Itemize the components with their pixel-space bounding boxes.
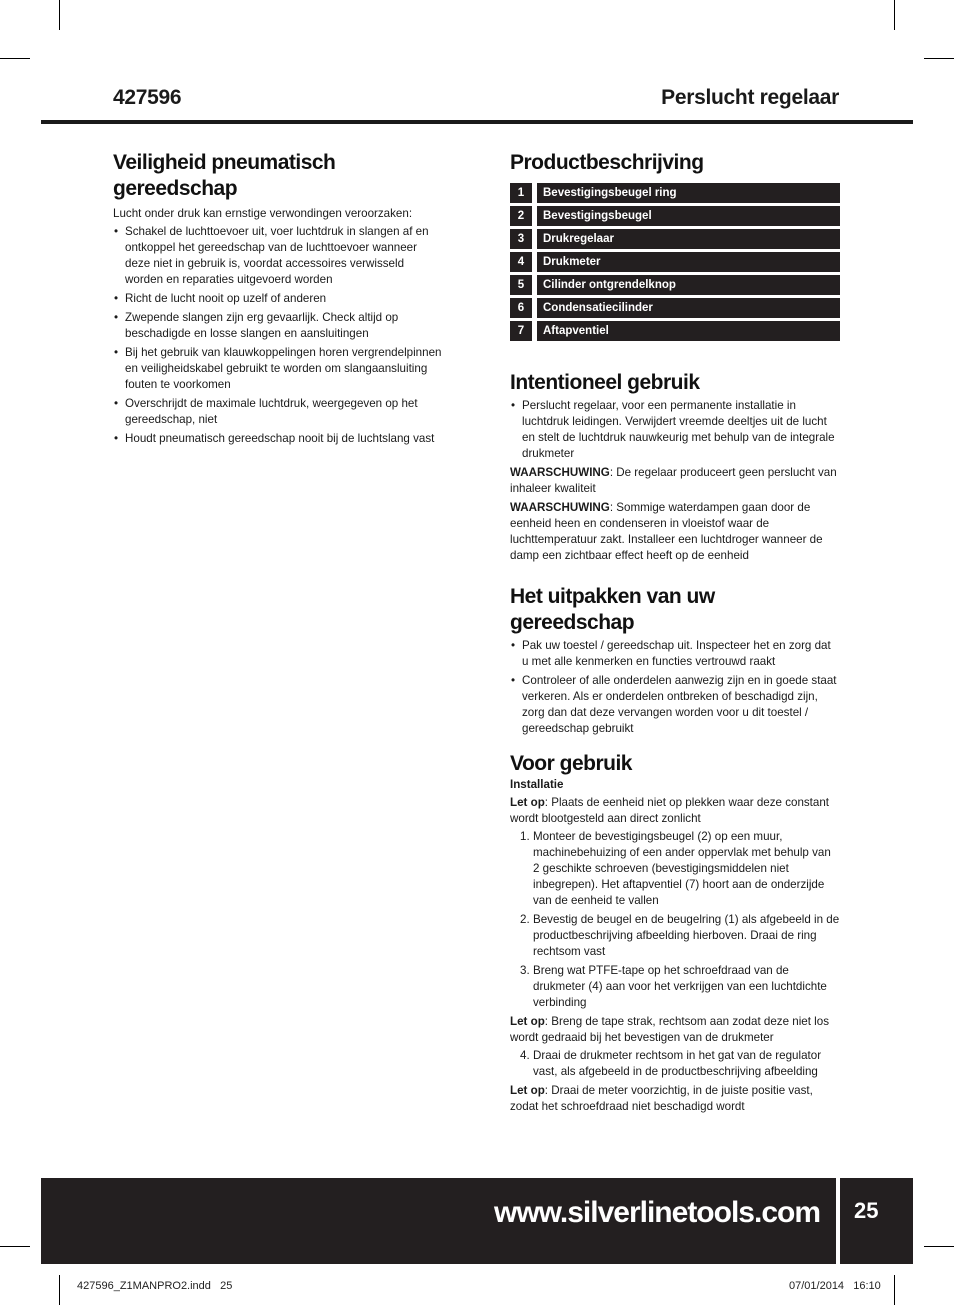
safety-heading-line1: Veiligheid pneumatisch bbox=[113, 151, 336, 174]
note-label: Let op bbox=[510, 796, 545, 809]
part-number: 4 bbox=[510, 252, 532, 272]
crop-mark bbox=[0, 1246, 30, 1247]
table-row bbox=[510, 183, 840, 203]
unpack-heading-line1: Het uitpakken van uw bbox=[510, 585, 715, 608]
safety-heading-line2: gereedschap bbox=[113, 177, 238, 200]
note-label: Let op bbox=[510, 1084, 545, 1097]
slug-filename: 427596_Z1MANPRO2.indd 25 bbox=[77, 1280, 233, 1292]
crop-mark bbox=[59, 1275, 60, 1305]
crop-mark bbox=[894, 0, 895, 30]
table-row bbox=[510, 252, 840, 272]
note-1 bbox=[510, 795, 840, 827]
warning-1 bbox=[510, 465, 840, 497]
list-item bbox=[510, 912, 840, 960]
part-label: Bevestigingsbeugel bbox=[537, 206, 840, 226]
list-item bbox=[510, 1048, 840, 1080]
note-text: : Plaats de eenheid niet op plekken waar deze constant wordt blootgesteld aan direct zonlicht bbox=[510, 796, 830, 825]
table-row bbox=[510, 275, 840, 295]
table-row bbox=[510, 229, 840, 249]
step-number: 1. bbox=[520, 830, 530, 843]
safety-heading bbox=[113, 150, 443, 202]
warning-2 bbox=[510, 500, 840, 564]
note-text: : Draai de meter voorzichtig, in de juiste positie vast, zodat het schroefdraad niet beschadigd wordt bbox=[510, 1084, 813, 1113]
safety-section bbox=[113, 150, 443, 450]
part-label: Drukregelaar bbox=[537, 229, 840, 249]
product-heading: Productbeschrijving bbox=[510, 151, 704, 174]
list-item: • Schakel de luchttoevoer uit, voer luchtdruk in slangen af en ontkoppel het gereedschap van de luchttoevoer wanneer deze niet in gebruik is, voordat accessoires verwisseld worden en reparaties uitgevoerd worden bbox=[113, 224, 443, 288]
part-number: 1 bbox=[510, 183, 532, 203]
list-item bbox=[510, 829, 840, 909]
list-item: • Bij het gebruik van klauwkoppelingen horen vergrendelpinnen en veiligheidskabel gebruikt te worden om slangaansluiting fouten te voorkomen bbox=[113, 345, 443, 393]
note-text: : Breng de tape strak, rechtsom aan zodat deze niet los wordt gedraaid bij het bevestigen van de drukmeter bbox=[510, 1015, 829, 1044]
list-item bbox=[510, 963, 840, 1011]
unpack-heading bbox=[510, 584, 840, 636]
part-label: Condensatiecilinder bbox=[537, 298, 840, 318]
step-text: Monteer de bevestigingsbeugel (2) op een muur, machinebehuizing of een ander oppervlak met behulp van 2 geschikte schroeven (bevestigingsmiddelen niet inbegrepen). Het aftapventiel (7) hoort aan de onderzijde van de eenheid te vallen bbox=[533, 830, 831, 907]
page-number-box bbox=[840, 1178, 913, 1264]
warning-label: WAARSCHUWING bbox=[510, 466, 610, 479]
list-item: • Pak uw toestel / gereedschap uit. Inspecteer het en zorg dat u met alle kenmerken en functies vertrouwd raakt bbox=[510, 638, 840, 670]
step-number: 2. bbox=[520, 913, 530, 926]
crop-mark bbox=[894, 1275, 895, 1305]
note-2 bbox=[510, 1014, 840, 1046]
installation-subheading: Installatie bbox=[510, 778, 564, 791]
list-item: • Zwepende slangen zijn erg gevaarlijk. Check altijd op beschadigde en losse slangen en aansluitingen bbox=[113, 310, 443, 342]
slug-date: 07/01/2014 16:10 bbox=[789, 1280, 881, 1292]
website-url: www.silverlinetools.com bbox=[494, 1196, 820, 1229]
list-item: • Perslucht regelaar, voor een permanente installatie in luchtdruk leidingen. Verwijdert vreemde deeltjes uit de lucht en stelt de luchtdruk nauwkeurig met behulp van de integrale drukmeter bbox=[510, 398, 840, 462]
footer-bar bbox=[41, 1178, 836, 1264]
part-label: Aftapventiel bbox=[537, 321, 840, 341]
list-item: • Richt de lucht nooit op uzelf of anderen bbox=[113, 291, 443, 307]
list-item: • Controleer of alle onderdelen aanwezig zijn en in goede staat verkeren. Als er onderdelen ontbreken of beschadigd zijn, zorg dan dat deze vervangen worden voor u dit toestel / gereedschap gebruikt bbox=[510, 673, 840, 737]
crop-mark bbox=[59, 0, 60, 30]
install-steps bbox=[510, 829, 840, 1011]
part-label: Bevestigingsbeugel ring bbox=[537, 183, 840, 203]
safety-intro: Lucht onder druk kan ernstige verwondingen veroorzaken: bbox=[113, 207, 413, 220]
crop-mark bbox=[924, 58, 954, 59]
crop-mark bbox=[924, 1246, 954, 1247]
warning-label: WAARSCHUWING bbox=[510, 501, 610, 514]
list-item: • Overschrijdt de maximale luchtdruk, weergegeven op het gereedschap, niet bbox=[113, 396, 443, 428]
crop-mark bbox=[0, 58, 30, 59]
warning-text: : Sommige waterdampen gaan door de eenheid heen en condenseren in vloeistof waar de luchttemperatuur zakt. Installeer een luchtdroger wanneer de damp een zichtbaar effect heeft op de eenheid bbox=[510, 501, 823, 562]
parts-table bbox=[510, 180, 840, 344]
part-number: 7 bbox=[510, 321, 532, 341]
table-row bbox=[510, 321, 840, 341]
table-row bbox=[510, 206, 840, 226]
part-number: 5 bbox=[510, 275, 532, 295]
note-label: Let op bbox=[510, 1015, 545, 1028]
part-label: Drukmeter bbox=[537, 252, 840, 272]
product-code: 427596 bbox=[113, 86, 182, 109]
intended-use-list bbox=[510, 398, 840, 462]
step-text: Bevestig de beugel en de beugelring (1) als afgebeeld in de productbeschrijving afbeelding hierboven. Draai de ring rechtsom vast bbox=[533, 913, 840, 958]
part-number: 3 bbox=[510, 229, 532, 249]
page-number: 25 bbox=[854, 1198, 879, 1223]
unpack-heading-line2: gereedschap bbox=[510, 611, 635, 634]
table-row bbox=[510, 298, 840, 318]
page-title: Perslucht regelaar bbox=[661, 86, 839, 109]
step-number: 3. bbox=[520, 964, 530, 977]
install-steps-continued bbox=[510, 1048, 840, 1080]
header-rule bbox=[41, 120, 913, 124]
note-3 bbox=[510, 1083, 840, 1115]
right-column bbox=[510, 150, 840, 1115]
step-text: Breng wat PTFE-tape op het schroefdraad van de drukmeter (4) aan voor het verkrijgen van een luchtdichte verbinding bbox=[533, 964, 827, 1009]
unpack-list bbox=[510, 638, 840, 737]
step-number: 4. bbox=[520, 1049, 530, 1062]
part-label: Cilinder ontgrendelknop bbox=[537, 275, 840, 295]
warning-text: : De regelaar produceert geen perslucht van inhaleer kwaliteit bbox=[510, 466, 837, 495]
part-number: 6 bbox=[510, 298, 532, 318]
intended-use-heading: Intentioneel gebruik bbox=[510, 371, 700, 394]
list-item: • Houdt pneumatisch gereedschap nooit bij de luchtslang vast bbox=[113, 431, 443, 447]
part-number: 2 bbox=[510, 206, 532, 226]
step-text: Draai de drukmeter rechtsom in het gat van de regulator vast, als afgebeeld in de productbeschrijving afbeelding bbox=[533, 1049, 822, 1078]
safety-list bbox=[113, 224, 443, 447]
before-use-heading: Voor gebruik bbox=[510, 752, 632, 775]
